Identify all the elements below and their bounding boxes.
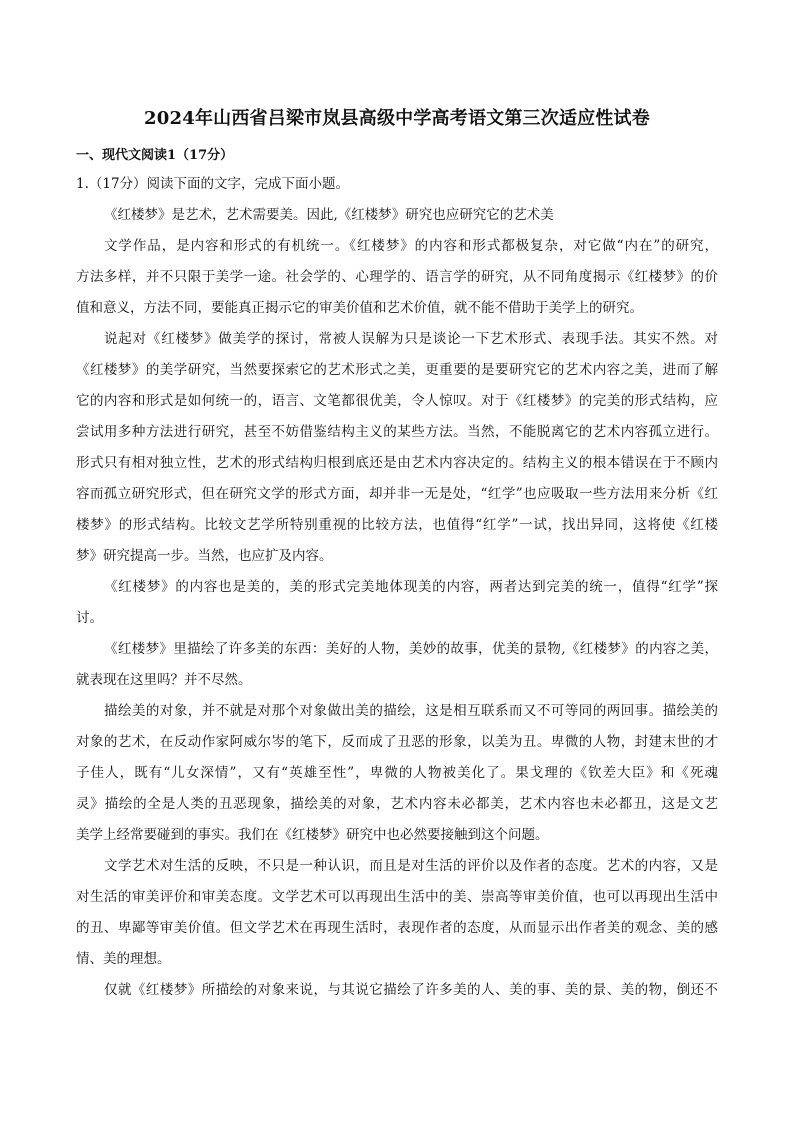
passage-line: 子佳人，既有“儿女深情”，又有“英雄至性”，卑微的人物被美化了。果戈理的《钦差大臣》和《死魂 bbox=[76, 765, 718, 781]
passage-line: 说起对《红楼梦》做美学的探讨，常被人误解为只是谈论一下艺术形式、表现手法。其实不然。对 bbox=[104, 331, 718, 347]
passage-line: 容而孤立研究形式，但在研究文学的形式方面，却并非一无是处，“红学”也应吸取一些方法用来分析《红 bbox=[76, 486, 718, 502]
passage-line: 《红楼梦》里描绘了许多美的东西：美好的人物，美妙的故事，优美的景物,《红楼梦》的内容之美， bbox=[104, 641, 718, 657]
passage-line: 方法多样，并不只限于美学一途。社会学的、心理学的、语言学的研究，从不同角度揭示《红楼梦》的价 bbox=[76, 269, 718, 285]
passage-line: 形式只有相对独立性，艺术的形式结构归根到底还是由艺术内容决定的。结构主义的根本错误在于不顾内 bbox=[76, 455, 718, 471]
passage-line: 《红楼梦》是艺术，艺术需要美。因此,《红楼梦》研究也应研究它的艺术美 bbox=[104, 207, 554, 223]
passage-line: 仅就《红楼梦》所描绘的对象来说，与其说它描绘了许多美的人、美的事、美的景、美的物，倒还不 bbox=[104, 982, 718, 998]
passage-line: 描绘美的对象，并不就是对那个对象做出美的描绘，这是相互联系而又不可等同的两回事。描绘美的 bbox=[104, 703, 718, 719]
passage-line: 它的内容和形式是如何统一的，语言、文笔都很优美，令人惊叹。对于《红楼梦》的完美的形式结构，应 bbox=[76, 393, 718, 409]
passage-line: 美学上经常要碰到的事实。我们在《红楼梦》研究中也必然要接触到这个问题。 bbox=[76, 827, 549, 843]
passage-line: 值和意义，方法不同，要能真正揭示它的审美价值和艺术价值，就不能不借助于美学上的研究。 bbox=[76, 300, 643, 316]
passage-line: 尝试用多种方法进行研究，甚至不妨借鉴结构主义的某些方法。当然，不能脱离它的艺术内容孤立进行。 bbox=[76, 424, 718, 440]
passage-line: 文学作品，是内容和形式的有机统一。《红楼梦》的内容和形式都极复杂，对它做“内在”的研究， bbox=[104, 238, 718, 254]
passage-line: 情、美的理想。 bbox=[76, 951, 171, 967]
section-heading: 一、现代文阅读1（17分） bbox=[76, 148, 234, 163]
passage-line: 楼梦》的形式结构。比较文艺学所特别重视的比较方法，也值得“红学”一试，找出异同，这将使《红楼 bbox=[76, 517, 718, 533]
passage-line: 灵》描绘的全是人类的丑恶现象，描绘美的对象，艺术内容未必都美，艺术内容也未必都丑，这是文艺 bbox=[76, 796, 718, 812]
passage-line: 梦》研究提高一步。当然，也应扩及内容。 bbox=[76, 548, 333, 564]
passage-line: 就表现在这里吗？并不尽然。 bbox=[76, 672, 252, 688]
passage-line: 《红楼梦》的美学研究，当然要探索它的艺术形式之美，更重要的是要研究它的艺术内容之美，进而了解 bbox=[76, 362, 718, 378]
passage-line: 对生活的审美评价和审美态度。文学艺术可以再现出生活中的美、崇高等审美价值，也可以再现出生活中 bbox=[76, 889, 718, 905]
passage-line: 对象的艺术，在反动作家阿威尔岑的笔下，反而成了丑恶的形象，以美为丑。卑微的人物，封建末世的才 bbox=[76, 734, 718, 750]
passage-line: 的丑、卑鄙等审美价值。但文学艺术在再现生活时，表现作者的态度，从而显示出作者美的观念、美的感 bbox=[76, 920, 718, 936]
exam-title: 2024年山西省吕梁市岚县高级中学高考语文第三次适应性试卷 bbox=[144, 108, 650, 129]
question-intro: 1.（17分）阅读下面的文字，完成下面小题。 bbox=[76, 176, 350, 192]
passage-line: 《红楼梦》的内容也是美的，美的形式完美地体现美的内容，两者达到完美的统一，值得“红学”探 bbox=[104, 579, 718, 595]
passage-line: 文学艺术对生活的反映，不只是一种认识，而且是对生活的评价以及作者的态度。艺术的内容，又是 bbox=[104, 858, 718, 874]
passage-line: 讨。 bbox=[76, 610, 103, 626]
